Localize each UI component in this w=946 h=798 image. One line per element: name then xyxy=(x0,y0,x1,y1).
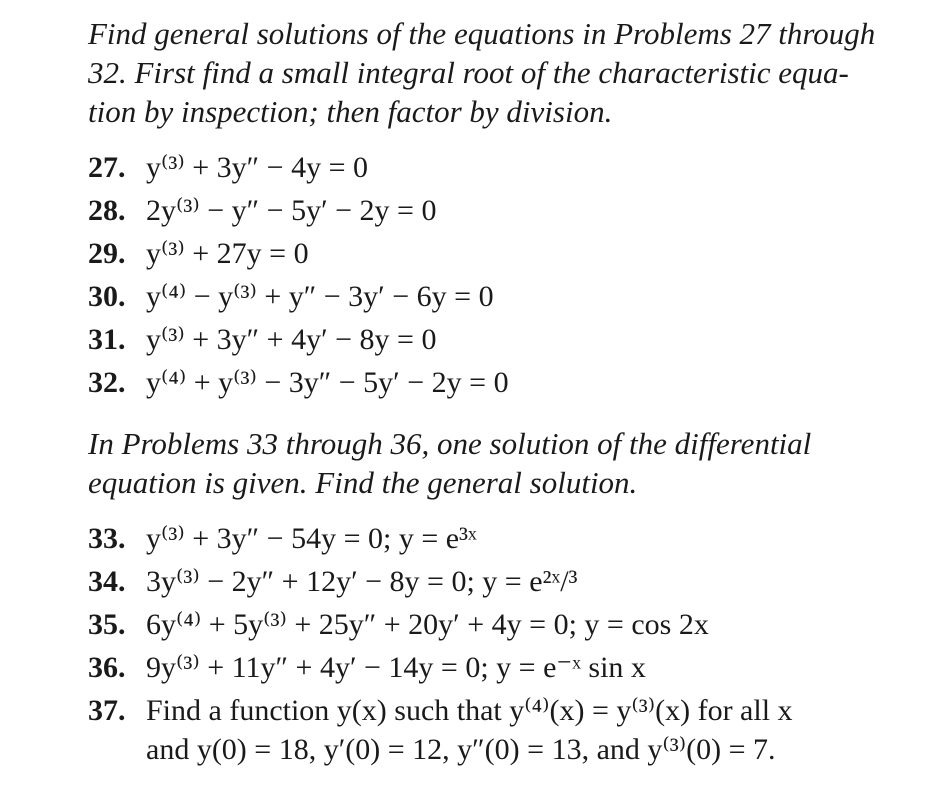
problem-text-line2: and y(0) = 18, y′(0) = 12, y″(0) = 13, and y⁽³⁾(0) = 7. xyxy=(146,733,776,766)
problem-number: 29. xyxy=(88,237,126,270)
problem-36 xyxy=(88,646,928,689)
problem-text-line1: Find a function y(x) such that y⁽⁴⁾(x) = y⁽³⁾(x) for all x xyxy=(146,694,793,727)
instruction-line: Find general solutions of the equations in Problems 27 through xyxy=(88,16,876,51)
problem-35 xyxy=(88,603,928,646)
problem-number: 36. xyxy=(88,651,126,684)
problem-equation: y⁽⁴⁾ + y⁽³⁾ − 3y″ − 5y′ − 2y = 0 xyxy=(146,366,509,399)
textbook-page xyxy=(88,14,928,770)
problem-number: 31. xyxy=(88,323,126,356)
section1-instructions xyxy=(88,14,928,131)
problem-equation: 6y⁽⁴⁾ + 5y⁽³⁾ + 25y″ + 20y′ + 4y = 0; y = cos 2x xyxy=(146,608,709,641)
instruction-line: In Problems 33 through 36, one solution of the differential xyxy=(88,426,812,461)
problem-equation: 2y⁽³⁾ − y″ − 5y′ − 2y = 0 xyxy=(146,194,437,227)
problem-34 xyxy=(88,560,928,603)
instruction-line: tion by inspection; then factor by division. xyxy=(88,94,613,129)
problem-equation: y⁽³⁾ + 3y″ − 54y = 0; y = e³ˣ xyxy=(146,522,477,555)
problem-equation: 3y⁽³⁾ − 2y″ + 12y′ − 8y = 0; y = e²ˣ/³ xyxy=(146,565,578,598)
problem-equation: y⁽⁴⁾ − y⁽³⁾ + y″ − 3y′ − 6y = 0 xyxy=(146,280,494,313)
problem-equation: y⁽³⁾ + 3y″ − 4y = 0 xyxy=(146,151,368,184)
problem-29 xyxy=(88,232,928,275)
problem-28 xyxy=(88,189,928,232)
problem-equation: y⁽³⁾ + 27y = 0 xyxy=(146,237,309,270)
problem-equation: y⁽³⁾ + 3y″ + 4y′ − 8y = 0 xyxy=(146,323,437,356)
problem-31 xyxy=(88,318,928,361)
section2-problem-list xyxy=(88,517,928,770)
problem-number: 28. xyxy=(88,194,126,227)
section1-problem-list xyxy=(88,146,928,404)
problem-number: 33. xyxy=(88,522,126,555)
problem-37-continuation xyxy=(88,730,928,770)
problem-number: 30. xyxy=(88,280,126,313)
instruction-line: 32. First find a small integral root of the characteristic equa- xyxy=(88,55,849,90)
problem-number: 32. xyxy=(88,366,126,399)
problem-32 xyxy=(88,361,928,404)
problem-equation: 9y⁽³⁾ + 11y″ + 4y′ − 14y = 0; y = e⁻ˣ sin x xyxy=(146,651,646,684)
problem-number: 37. xyxy=(88,694,126,727)
problem-37 xyxy=(88,689,928,732)
problem-27 xyxy=(88,146,928,189)
problem-number: 34. xyxy=(88,565,126,598)
instruction-line: equation is given. Find the general solution. xyxy=(88,465,638,500)
problem-33 xyxy=(88,517,928,560)
problem-number: 27. xyxy=(88,151,126,184)
problem-30 xyxy=(88,275,928,318)
section2-instructions xyxy=(88,424,928,502)
problem-number: 35. xyxy=(88,608,126,641)
